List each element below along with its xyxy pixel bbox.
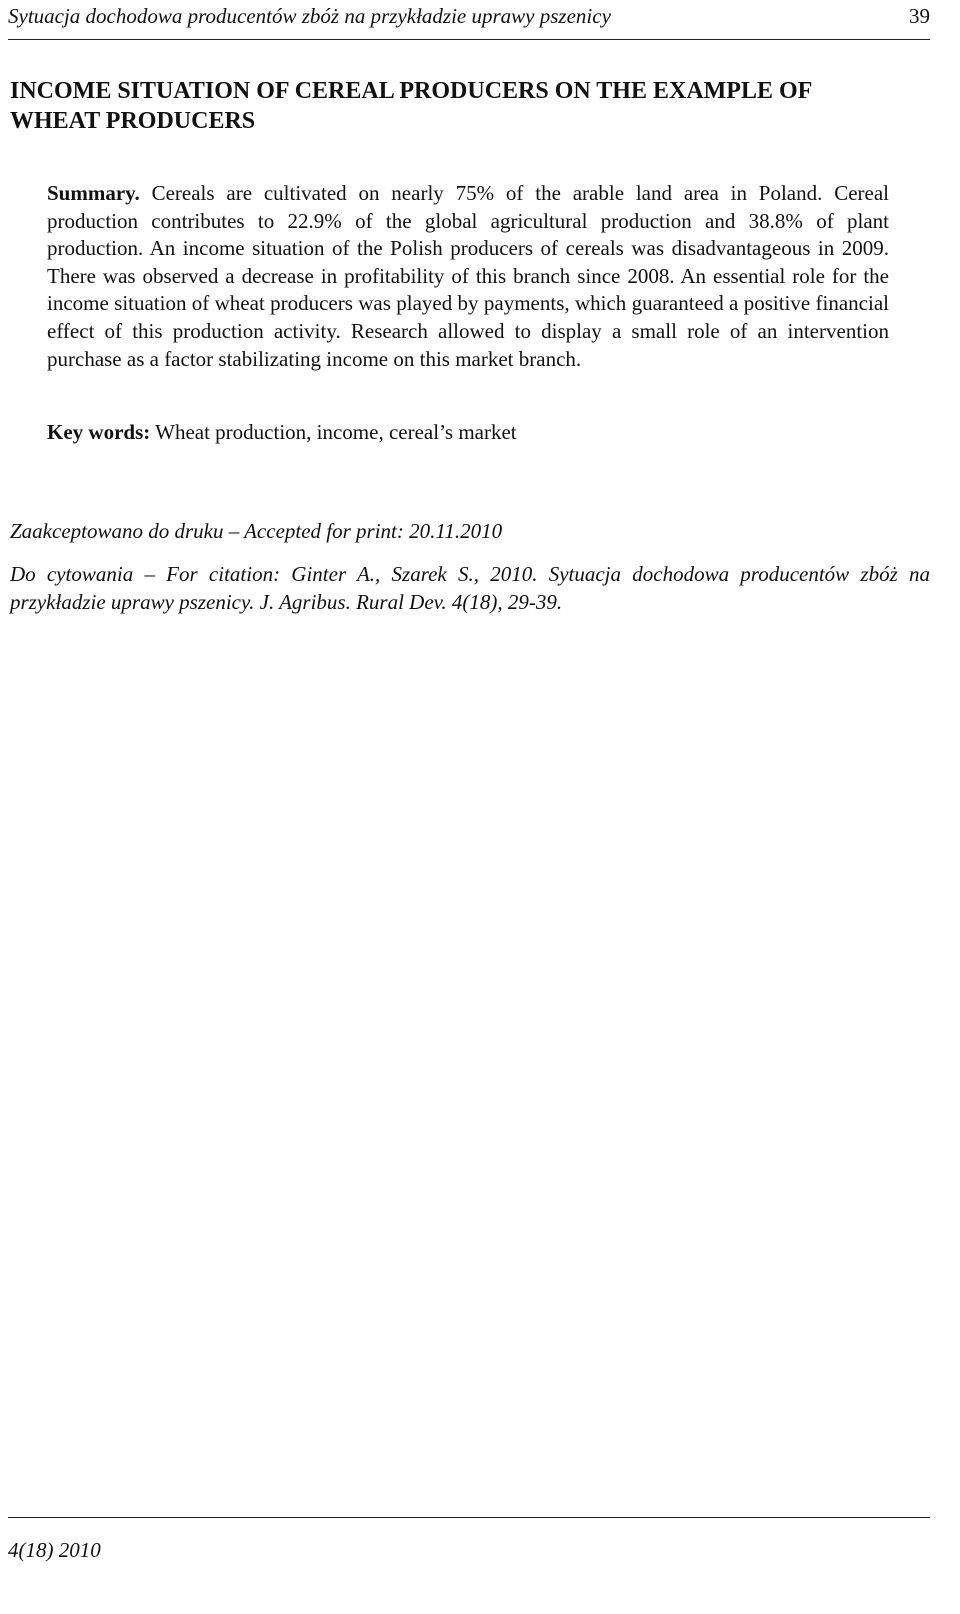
citation: Do cytowania – For citation: Ginter A., Szarek S., 2010. Sytuacja dochodowa producentów zbóż na przykładzie uprawy pszenicy. J. Agribus. Rural Dev. 4(18), 29-39.	[10, 562, 930, 614]
keywords-text: Wheat production, income, cereal’s market	[150, 420, 517, 444]
running-header	[8, 2, 930, 40]
keywords-paragraph	[47, 418, 889, 446]
keywords-label: Key words:	[47, 420, 151, 444]
summary-label: Summary.	[47, 181, 140, 205]
running-title: Sytuacja dochodowa producentów zbóż na przykładzie uprawy pszenicy	[8, 4, 611, 28]
article-title: INCOME SITUATION OF CEREAL PRODUCERS ON THE EXAMPLE OF WHEAT PRODUCERS	[10, 78, 812, 134]
summary-paragraph	[47, 180, 889, 373]
accepted-for-print: Zaakceptowano do druku – Accepted for print: 20.11.2010	[10, 519, 503, 543]
summary-text: Cereals are cultivated on nearly 75% of the arable land area in Poland. Cereal production contributes to 22.9% of the global agricultural production and 38.8% of plant production. An income situation of the Polish producers of cereals was disadvantageous in 2009. There was observed a decrease in profitability of this branch since 2008. An essential role for the income situation of wheat producers was played by payments, which guaranteed a positive financial effect of this production activity. Research allowed to display a small role of an intervention purchase as a factor stabilizating income on this market branch.	[47, 181, 889, 371]
issue-label: 4(18) 2010	[8, 1538, 101, 1562]
running-footer	[8, 1517, 930, 1562]
page-number: 39	[909, 4, 930, 28]
